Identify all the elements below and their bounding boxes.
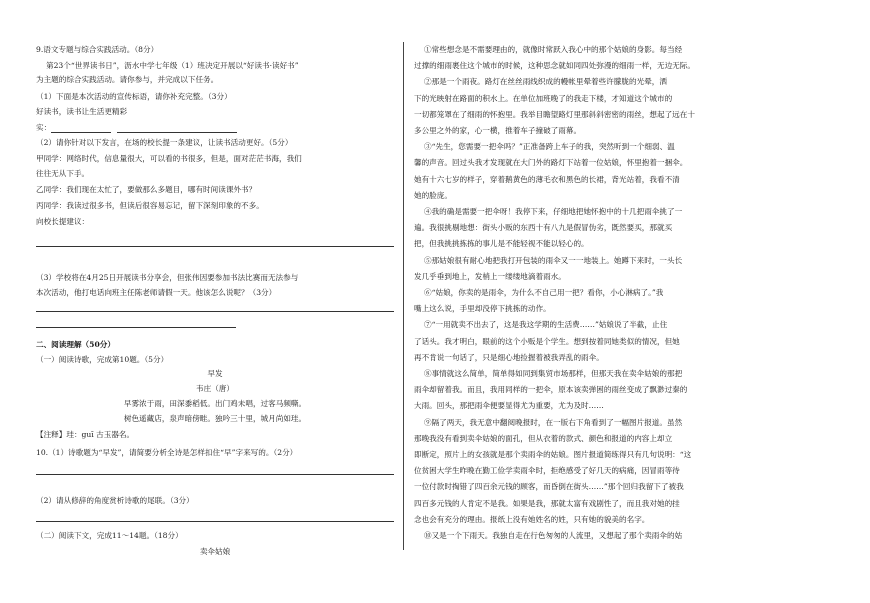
q9-1-answer-line [36,122,237,133]
q9-2-student-c: 丙同学：我读过很多书，但读后很容易忘记，留下深刻印象的不多。 [36,201,264,210]
story-line: 她有十六七岁的样子，穿着鹅黄色的薄毛衣和黑色的长裙，背光站着，我看不清 [414,174,680,184]
q10-2-question: （2）请从修辞的角度赏析诗歌的尾联。（3分） [36,496,194,505]
part2-heading: 二、阅读理解（50分） [36,340,115,349]
story-line: ⑦“一用就卖不出去了，这是我这学期的生活费……”姑娘说了半截，止住 [424,320,668,330]
poem-line1: 早雾浓于雨，田深黍稻低。出门鸡未唱，过客马频嘶。 [123,399,307,408]
q9-2-suggestion-label: 向校长提建议： [36,217,90,226]
q9-1-question: （1）下面是本次活动的宣传标语，请你补充完整。（3分） [36,92,232,101]
q10-2-answer-line[interactable] [36,521,394,522]
q10-1-answer-line[interactable] [36,474,394,475]
story-line: 四百多元钱的人肯定不是我。如果是我，那就太富有戏剧性了，而且我对她的挂 [414,498,680,508]
poem-author: 韦庄（唐） [196,384,234,393]
poem-title: 早发 [207,369,223,378]
q9-2-student-b: 乙同学：我们现在太忙了，要做那么多题目，哪有时间读课外书？ [36,185,257,194]
story-line: 馨的声音。回过头我才发现就在大门外的路灯下站着一位姑娘，怀里抱着一捆伞。 [414,158,688,168]
story-line: ④我的确是需要一把伞呀！我停下来，仔细地把她怀抱中的十几把雨伞挑了一 [424,207,683,216]
q9-title: 9.语文专题与综合实践活动。（8分） [36,45,159,54]
story-line: 一切都笼罩在了细雨的怀抱里。我举目瞻望路灯里那斜斜密密的雨丝，想起了远在十 [414,109,695,119]
story-line: 了话头。我才明白，眼前的这个小贩是个学生。想到按着同她类似的情况，但她 [414,336,680,346]
q9-3-answer-line1[interactable] [36,311,394,312]
story-title: 卖伞姑娘 [199,547,231,556]
story-line: 遍。我很挑剔地想：街头小贩的东西十有八九是假冒伪劣，既然要买，那就买 [414,223,673,233]
column-divider [403,42,404,550]
story-line: ③“先生，您需要一把伞吗？”正准备跨上车子的我，突然听到一个细弱、温 [424,142,675,152]
story-line: ⑩又是一个下雨天。我独自走在行色匆匆的人流里，又想起了那个卖雨伞的姑 [424,531,683,540]
story-line: 把，但我挑挑拣拣的事儿是不能轻视不能以轻心的。 [414,239,589,249]
story-line: 发几乎垂到地上，发梢上一缕缕地滴着雨水。 [414,271,566,281]
story-line: 雨伞却留着我。而且，我用同样的一把伞，原本该卖弹困的雨丝变成了飘渺过秦的 [414,385,688,395]
story-line: 大雨。回头，那把雨伞便要显得尤为重要，尤为及时…… [414,401,604,411]
story-line: 那晚我没有看到卖伞姑娘的面孔，但从衣着的款式、颜色和报道的内容上却立 [414,433,673,443]
story-line: 即断定，照片上的女孩就是那个卖雨伞的姑娘。图片报道简练得只有几句说明：“这 [414,450,692,459]
q9-3-line2: 本次活动，他打电话向班主任陈老师请假一天。他该怎么说呢？（3分） [36,288,277,297]
story-line: 她的脸庞。 [414,190,452,200]
q9-intro-line1: 第23个“世界读书日”，沥水中学七年级（1）班决定开展以“好读书·读好书” [46,61,299,70]
story-line: 再不肯说一句话了，只是细心地捡握着被我弄乱的雨伞。 [414,352,604,362]
story-line: 念也会有充分的理由。报纸上没有她姓名的姓，只有她的貌美的名字。 [414,514,650,524]
story-line: ⑤那姑娘很有耐心地把我打开包装的雨伞又一一地装上。她蹲下来时，一头长 [424,255,683,265]
poem-line2: 树色遥藏店，泉声暗傍畦。独吟三十里，城月尚如珪。 [123,414,307,423]
q9-3-line1: （3）学校将在4月25日开展读书分享会，但张伟因要参加书法比赛而无法参与 [36,273,299,282]
q9-2-answer-line[interactable] [36,246,394,247]
story-line: 下的光映射在路面的积水上。在单位加班晚了的我走下楼，才知道这个城市的 [414,93,673,103]
q9-1-prefix: 实： [36,123,52,132]
q9-3-answer-line2[interactable] [36,327,236,328]
q9-2-question: （2）请你针对以下发言，在场的校长提一条建议，让读书活动更好。（5分） [36,138,293,147]
q9-1-slogan: 好读书，读书让生活更精彩 [36,107,128,116]
q10-1-question: 10.（1）诗歌题为“早发”，请简要分析全诗是怎样扣住“早”字来写的。（2分） [36,448,298,457]
story-line: ①常些想念是不需要理由的，就像时常跃入我心中的那个姑娘的身影。每当经 [424,45,683,54]
story-line: 嘴上这么说，手里却没停下挑拣的动作。 [414,304,551,314]
story-line: ⑥“姑娘，你卖的是雨伞，为什么不自己用一把？看你，小心淋病了。”我 [424,288,664,297]
story-line: ⑧事情就这么简单，简单得如同到集贸市场那样，但那天我在卖伞姑娘的那把 [424,369,683,378]
q9-1-blank-b[interactable] [117,124,237,133]
story-line: ②那是一个雨夜。路灯在丝丝雨线织成的幔帐里晕着些许朦胧的光晕，洒 [424,77,667,87]
part2-section2-heading: （二）阅读下文，完成11～14题。（18分） [36,531,183,540]
story-line: 一位付款时掏错了四百余元钱的顾客，而昏倒在街头……”那个回归我留下了被我 [414,482,684,492]
part2-section1-heading: （一）阅读诗歌，完成第10题。（5分） [36,355,169,364]
q9-intro-line2: 为主题的综合实践活动。请你参与，并完成以下任务。 [36,75,219,84]
q9-2-student-a-line1: 甲同学：网络时代，信息量很大，可以看的书很多，但是，面对茫茫书海，我们 [36,154,302,163]
story-line: 过撑的细雨裹住这个城市的时候，这种思念就如同四处弥漫的细雨一样，无边无际。 [414,61,695,71]
story-line: 位贫困大学生昨晚在勤工俭学卖雨伞时，拒绝感受了好几天的病痛，因冒雨等待 [414,466,680,476]
q9-2-student-a-line2: 往往无从下手。 [36,169,90,178]
story-line: ⑨隔了两天，我无意中翻阅晚报时，在一版右下角看到了一幅图片报道。虽然 [424,417,683,427]
story-line: 多公里之外的家，心一横，推着车子撞破了雨幕。 [414,126,582,135]
poem-note: 【注释】珪：guī 古玉器名。 [36,430,135,439]
q9-1-blank-a[interactable] [51,124,111,133]
